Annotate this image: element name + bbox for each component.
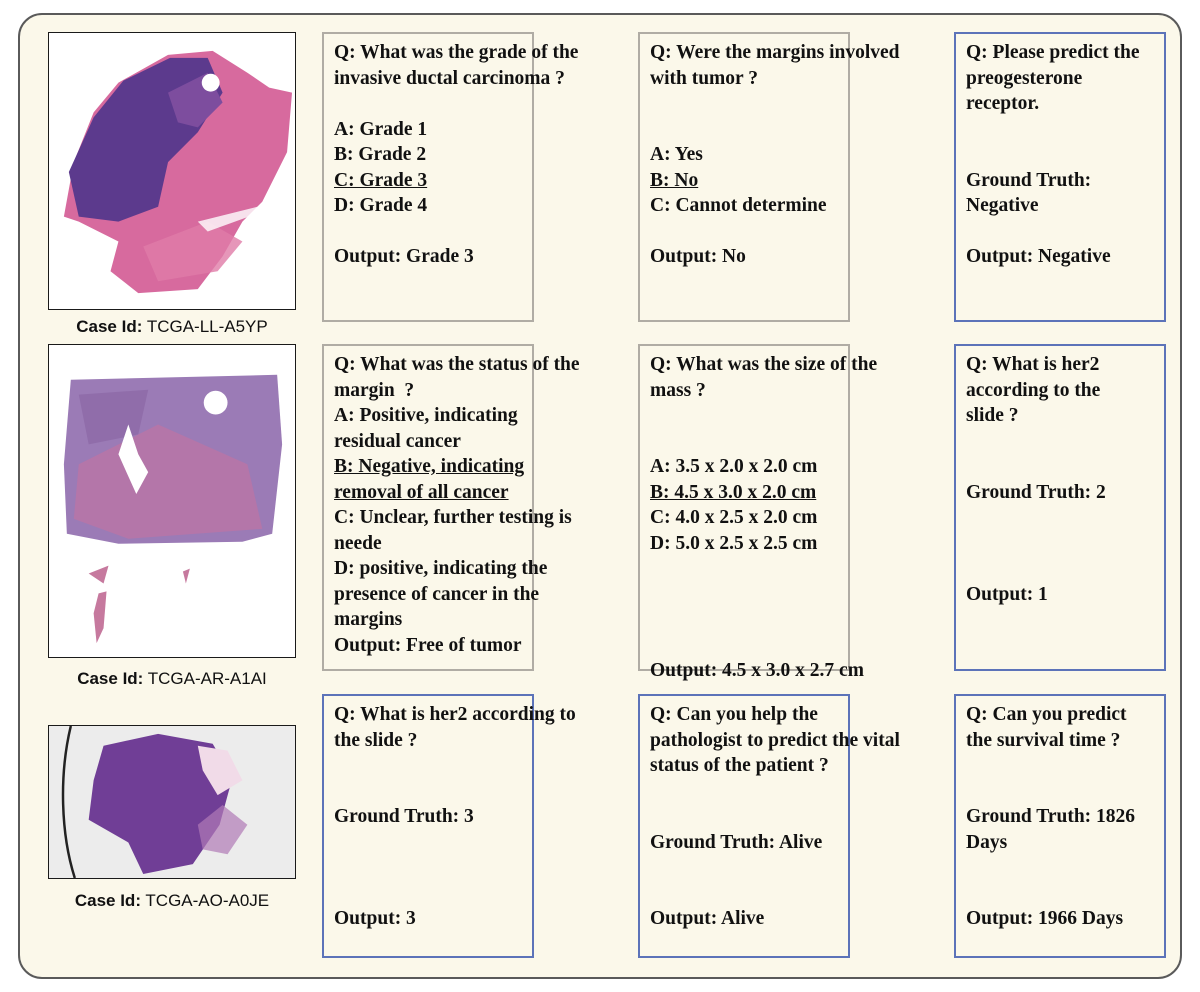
correct-answer: B: 4.5 x 3.0 x 2.0 cm [650,481,817,503]
qa-card-progesterone: Q: Please predict the preogesterone receptor. Ground Truth: Negative Output: Negative [954,32,1166,322]
qa-card-margins: Q: Were the margins involved with tumor ? A: Yes B: No C: Cannot determine Output: No [638,32,850,322]
qa-card-grade: Q: What was the grade of the invasive ductal carcinoma ? A: Grade 1 B: Grade 2 C: Grade 3 D: Grade 4 Output: Grade 3 [322,32,534,322]
correct-answer: B: No [650,169,699,191]
case-id-caption-1: Case Id: TCGA-LL-A5YP [76,317,268,336]
qa-card-vital-status: Q: Can you help the pathologist to predict the vital status of the patient ? Ground Truth: Alive Output: Alive [638,694,850,958]
qa-card-margin-status: Q: What was the status of the margin ? A: Positive, indicating residual cancer B: Negative, indicating removal of all cancer C: Unclear, further testing is neede D: positive, indicating the presence of cancer in the margins Output: Free of tumor [322,344,534,671]
correct-answer-cont: removal of all cancer [334,481,509,503]
qa-card-her2-b: Q: What is her2 according to the slide ? Ground Truth: 3 Output: 3 [322,694,534,958]
correct-answer: C: Grade 3 [334,169,428,191]
slide-image-1 [48,32,296,310]
case-id-caption-3: Case Id: TCGA-AO-A0JE [74,891,270,910]
qa-card-mass-size: Q: What was the size of the mass ? A: 3.5 x 2.0 x 2.0 cm B: 4.5 x 3.0 x 2.0 cm C: 4.0 x 2.5 x 2.0 cm D: 5.0 x 2.5 x 2.5 cm Output: 4.5 x 3.0 x 2.7 cm [638,344,850,671]
slide-image-3 [48,725,296,879]
qa-card-her2-a: Q: What is her2 according to the slide ? Ground Truth: 2 Output: 1 [954,344,1166,671]
qa-card-survival-time: Q: Can you predict the survival time ? Ground Truth: 1826 Days Output: 1966 Days [954,694,1166,958]
slide-image-2 [48,344,296,658]
case-id-caption-2: Case Id: TCGA-AR-A1AI [77,669,267,688]
correct-answer: B: Negative, indicating [334,456,525,477]
